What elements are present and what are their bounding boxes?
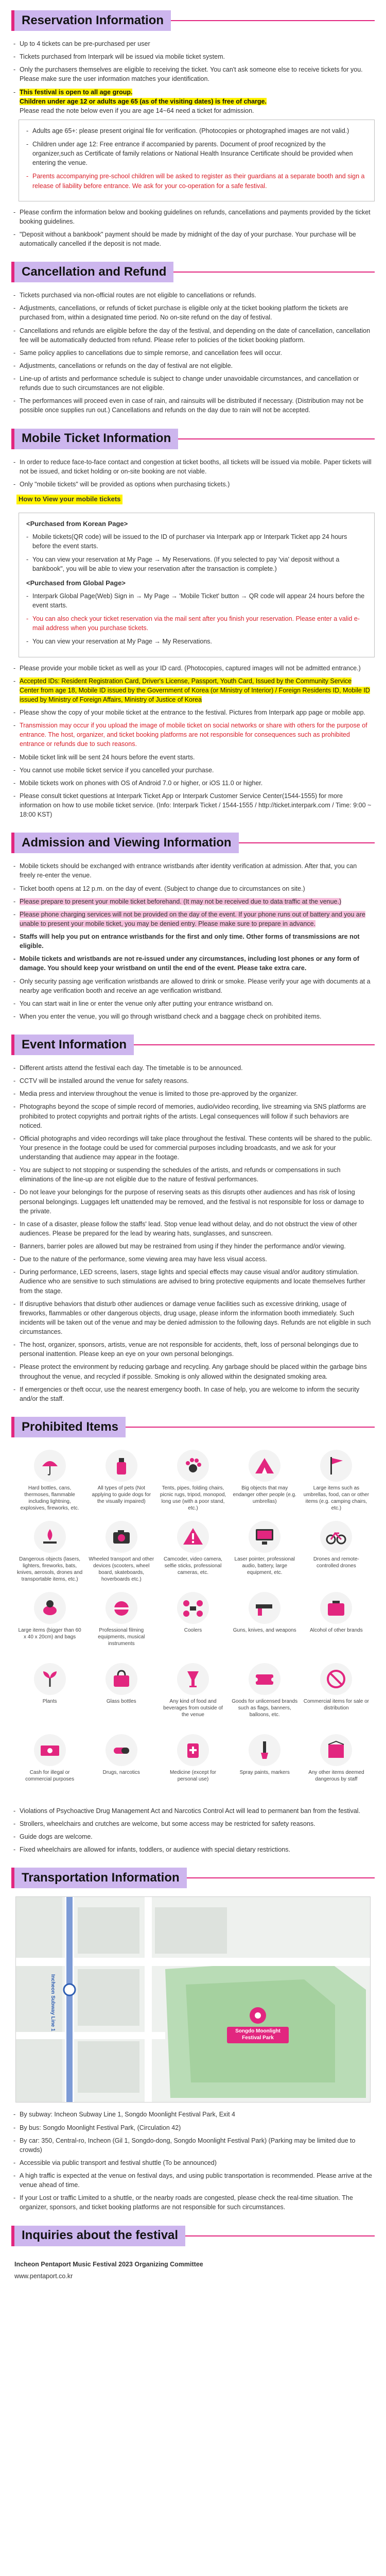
age-info-box — [19, 120, 375, 201]
prohibited-caption: Any kind of food and beverages from outside of the venue — [163, 1698, 223, 1718]
list-item — [13, 88, 373, 115]
list-item: - By subway: Incheon Subway Line 1, Songdo Moonlight Festival Park, Exit 4 — [13, 2110, 373, 2119]
list-item: - Mobile tickets work on phones with OS of Android 7.0 or higher, or iOS 11.0 or higher. — [13, 778, 373, 788]
list-item: - Fixed wheelchairs are allowed for infants, toddlers, or audience with special dietary restrictions. — [13, 1845, 373, 1854]
venue-label: Songdo Moonlight Festival Park — [235, 2028, 280, 2041]
prohibited-caption: Laser pointer, professional audio, battery, large equipment, etc. — [234, 1556, 295, 1575]
reservation-list-2 — [11, 208, 375, 249]
section-header — [11, 10, 375, 31]
flag-icon — [320, 1450, 352, 1482]
mobile-ticket-section — [11, 429, 375, 820]
body-text: Please read the note below even if you are age 14~64 need a ticket for admission. — [20, 107, 254, 114]
alcohol-icon — [177, 1663, 209, 1695]
prohibited-item — [303, 1734, 370, 1797]
gun-icon — [249, 1592, 280, 1624]
list-item: - In case of a disaster, please follow the staffs' lead. Stop venue lead without delay, and do not obstruct the view of other audiences. Please be prepared for the lead by wearing hats, sunglasses, and sunscreen. — [13, 1219, 373, 1238]
map-graphic — [16, 1897, 371, 2103]
brush-icon — [249, 1734, 280, 1766]
section-header — [11, 2226, 375, 2246]
prohibited-grid — [11, 1446, 375, 1801]
list-item: - Different artists attend the festival each day. The timetable is to be announced. — [13, 1063, 373, 1073]
prohibited-item — [232, 1663, 298, 1726]
prohibited-item — [160, 1592, 226, 1655]
prohibited-item — [16, 1663, 83, 1726]
cancellation-section — [11, 262, 375, 415]
prohibited-item — [88, 1592, 154, 1655]
list-item: - Same policy applies to cancellations due to simple remorse, and cancellation fees will occur. — [13, 348, 373, 358]
prohibited-caption: Glass bottles — [106, 1698, 136, 1704]
list-item: - Guide dogs are welcome. — [13, 1832, 373, 1841]
prohibited-caption: Commercial items for sale or distribution — [303, 1698, 370, 1711]
prohibited-caption: Cash for illegal or commercial purposes — [25, 1769, 75, 1782]
list-item: - A high traffic is expected at the venue on festival days, and using public transportation is recommended. Please arrive at the venue ahead of time. — [13, 2171, 373, 2190]
section-title: Cancellation and Refund — [14, 262, 173, 282]
tent-icon — [249, 1450, 280, 1482]
prohibited-item — [88, 1450, 154, 1513]
list-item: - By car: 350, Central-ro, Incheon (Gil 1, Songdo-dong, Songdo Moonlight Festival Park) (Parking may be limited due to crowds) — [13, 2136, 373, 2155]
prohibited-caption: All types of pets (Not applying to guide dogs for the visually impaired) — [92, 1485, 151, 1504]
list-item: - Tickets purchased via non-official routes are not eligible to cancellations or refunds. — [13, 291, 373, 300]
section-header — [11, 1868, 375, 1888]
prohibited-caption: Drones and remote-controlled drones — [313, 1556, 359, 1569]
prohibited-item — [16, 1734, 83, 1797]
prohibited-item — [160, 1450, 226, 1513]
section-header — [11, 262, 375, 282]
drone-icon — [177, 1592, 209, 1624]
reservation-list — [11, 39, 375, 115]
list-item: - You can also check your ticket reservation via the mail sent after you finish your reservation. Please enter a valid e-mail address when you purchase tickets. — [26, 614, 367, 633]
cooler-icon — [320, 1592, 352, 1624]
prohibited-caption: Big objects that may endanger other people (e.g. umbrellas) — [233, 1485, 296, 1504]
prohibited-item — [160, 1521, 226, 1584]
list-item: - In order to reduce face-to-face contact and congestion at ticket booths, all tickets will be issued via mobile. Paper tickets will not be issued, and ticket holding or on-site booking are not viable. — [13, 457, 373, 476]
mobile-notes — [11, 664, 375, 820]
list-item — [13, 910, 373, 928]
station-label: Incheon Subway Line 1 — [50, 1974, 56, 2031]
money-icon — [34, 1734, 66, 1766]
section-title: Transportation Information — [14, 1868, 187, 1888]
list-item: - When you enter the venue, you will go through wristband check and a baggage check on prohibited items. — [13, 1012, 373, 1021]
section-rule — [171, 20, 375, 21]
list-item — [13, 721, 373, 749]
highlight-text: Accepted IDs: Resident Registration Card, Driver's License, Passport, Youth Card, Issued by the Community Service Center from age 18, Mobile ID issued by the Government of Korea (or Ministry of Interior) / Foreign Residents ID, Mobile ID issued by Ministry of Foreign Affairs, Ministry of Justice of Korea — [20, 677, 370, 703]
list-item: - Due to the nature of the performance, some viewing area may have less visual access. — [13, 1255, 373, 1264]
bicycle-icon — [320, 1521, 352, 1553]
prohibited-caption: Hard bottles, cans, thermoses, flammable including lightning, explosives, fireworks, etc. — [20, 1485, 79, 1511]
highlight-text: Please prepare to present your mobile ticket beforehand. (It may not be received due to data traffic at the venue.) — [20, 897, 342, 905]
list-item: - Adults age 65+: please present original file for verification. (Photocopies or photographed images are not valid.) — [26, 126, 367, 135]
prohibited-item — [303, 1663, 370, 1726]
list-item: - Adjustments, cancellations, or refunds of ticket purchase is eligible only at the ticket booking platform the tickets are purchased from, within a designated time period. No on-site refund on the day of festival. — [13, 303, 373, 322]
list-item: - You can start wait in line or enter the venue only after putting your entrance wristband on. — [13, 999, 373, 1008]
list-item: - Adjustments, cancellations or refunds on the day of festival are not eligible. — [13, 361, 373, 370]
section-title: Inquiries about the festival — [14, 2226, 185, 2246]
list-item — [13, 897, 373, 906]
list-item: - You can view your reservation at My Page → My Reservations. — [26, 637, 367, 646]
list-item: - If your Lost or traffic Limited to a shuttle, or the nearby roads are congested, please check the real-time situation. The organizer, sponsors, and ticket booking platforms are not responsible for such circumstances. — [13, 2193, 373, 2212]
pills-icon — [106, 1734, 137, 1766]
section-title: Mobile Ticket Information — [14, 429, 178, 449]
cancellation-list — [11, 291, 375, 415]
list-item: - Official photographs and video recordings will take place throughout the festival. These contents will be shared to the public. Your presence in the footage could be used for commercial purposes including broadcasts, and we ask for your understanding that audience may appear in the footage. — [13, 1134, 373, 1162]
list-item: - Please confirm the information below and booking guidelines on refunds, cancellations and payments provided by the ticket booking guidelines. — [13, 208, 373, 226]
section-rule — [239, 842, 375, 843]
section-header — [11, 1035, 375, 1055]
event-list — [11, 1063, 375, 1403]
camera-icon — [106, 1521, 137, 1553]
organizer-name: Incheon Pentaport Music Festival 2023 Organizing Committee — [14, 2260, 203, 2268]
prohibited-caption: Large items such as umbrellas, food, can or other items (e.g. camping chairs, etc.) — [303, 1485, 370, 1511]
pet-icon — [34, 1592, 66, 1624]
list-item: - Staffs will help you put on entrance wristbands for the first and only time. Other forms of transmissions are not eligible. — [13, 932, 373, 951]
prohibited-caption: Large items (bigger than 60 x 40 x 20cm) and bags — [18, 1627, 81, 1640]
list-item: - Mobile ticket link will be sent 24 hours before the event starts. — [13, 753, 373, 762]
list-item: - Only "mobile tickets" will be provided as options when purchasing tickets.) — [13, 480, 373, 489]
prohibited-item — [232, 1734, 298, 1797]
section-rule — [126, 1427, 375, 1428]
section-title: Event Information — [14, 1035, 134, 1055]
venue-map[interactable] — [15, 1896, 371, 2103]
section-rule — [178, 438, 375, 439]
list-item: - Up to 4 tickets can be pre-purchased per user — [13, 39, 373, 48]
box-icon — [320, 1734, 352, 1766]
ticket-icon — [249, 1663, 280, 1695]
paw-icon — [177, 1450, 209, 1482]
no-sign-icon — [320, 1663, 352, 1695]
list-item: - Please protect the environment by reducing garbage and recycling. Any garbage should be placed within the garbage bins throughout the venue, and recycled if possible. Smoking is only allowed within the designated smoking area. — [13, 1362, 373, 1381]
event-section — [11, 1035, 375, 1403]
prohibited-caption: Goods for unlicensed brands such as flags, banners, balloons, etc. — [232, 1698, 298, 1718]
section-title: Admission and Viewing Information — [14, 833, 239, 853]
glass-bottle-icon — [106, 1450, 137, 1482]
hazard-icon — [177, 1521, 209, 1553]
transport-section — [11, 1868, 375, 2212]
prohibited-item — [88, 1521, 154, 1584]
prohibited-item — [303, 1450, 370, 1513]
list-item: - Only security passing age verification wristbands are allowed to drink or smoke. Please verify your age with documents at a nearby age verification booth and receive an age verification wristband. — [13, 977, 373, 995]
list-item: - CCTV will be installed around the venue for safety reasons. — [13, 1076, 373, 1086]
box-heading: <Purchased from Global Page> — [26, 579, 126, 587]
list-item: - The host, organizer, sponsors, artists, venue are not responsible for accidents, theft, loss of personal belongings due to personal inattention. Please keep an eye on your own personal belongings. — [13, 1340, 373, 1359]
medicine-icon — [177, 1734, 209, 1766]
list-item: - You cannot use mobile ticket service if you cancelled your purchase. — [13, 766, 373, 775]
list-item: - Violations of Psychoactive Drug Management Act and Narcotics Control Act will lead to permanent ban from the festival. — [13, 1806, 373, 1816]
section-title: Prohibited Items — [14, 1417, 126, 1437]
section-title: Reservation Information — [14, 10, 171, 31]
prohibited-caption: Spray paints, markers — [239, 1769, 290, 1775]
plant-icon — [34, 1663, 66, 1695]
list-item: - Mobile tickets should be exchanged with entrance wristbands after identity verification at admission. After that, you can freely re-enter the venue. — [13, 861, 373, 880]
prohibited-item — [16, 1450, 83, 1513]
section-rule — [173, 272, 375, 273]
bag-icon — [106, 1663, 137, 1695]
highlight-text: This festival is open to all age group. — [20, 88, 133, 96]
mobile-list — [11, 457, 375, 489]
list-item: - "Deposit without a bankbook" payment should be made by midnight of the day of your purchase. Your purchase will be automatically cancelled if the deposit is not made. — [13, 230, 373, 248]
prohibited-caption: Plants — [42, 1698, 57, 1704]
mobile-ticket-box — [19, 513, 375, 657]
list-item: - By bus: Songdo Moonlight Festival Park, (Circulation 42) — [13, 2123, 373, 2132]
list-item — [13, 676, 373, 704]
section-rule — [185, 2235, 375, 2236]
list-item: - You can view your reservation at My Page → My Reservations. (If you selected to pay 'via' deposit without a bankbook", you will be able to view your reservation after the transaction is complete.) — [26, 555, 367, 573]
list-item: - Parents accompanying pre-school children will be asked to register as their guardians at a separate booth and sign a release of liability before entrance. We ask for your co-operation for a safe festival. — [26, 172, 367, 190]
inquiries-body — [11, 2260, 375, 2281]
inquiries-section — [11, 2226, 375, 2281]
prohibited-caption: Medicine (except for personal use) — [169, 1769, 217, 1782]
prohibited-item — [232, 1450, 298, 1513]
list-item: - Only the purchasers themselves are eligible to receiving the ticket. You can't ask someone else to receive tickets for you. Please make sure the user information matches your identification. — [13, 65, 373, 83]
list-item: - If emergencies or theft occur, use the nearest emergency booth. In case of help, you are welcome to inform the security and/or the staff. — [13, 1385, 373, 1403]
list-item: - Line-up of artists and performance schedule is subject to change under unavoidable circumstances, and cancellation or refunds due to such circumstances are not eligible. — [13, 374, 373, 393]
prohibited-caption: Any other items deemed dangerous by staff — [308, 1769, 364, 1782]
list-item: - Mobile tickets(QR code) will be issued to the ID of purchaser via Interpark app or Interpark Ticket app 24 hours before the event starts. — [26, 532, 367, 551]
prohibited-caption: Dangerous objects (lasers, lighters, fireworks, bats, knives, aerosols, drones and transportable items, etc.) — [16, 1556, 83, 1582]
section-rule — [187, 1877, 375, 1878]
prohibited-caption: Wheeled transport and other devices (scooters, wheel board, skateboards, hoverboards etc.) — [89, 1556, 154, 1582]
umbrella-icon — [34, 1450, 66, 1482]
prohibited-item — [88, 1663, 154, 1726]
highlight-text: Children under age 12 or adults age 65 (as of the visiting dates) is free of charge. — [20, 97, 267, 105]
reservation-section — [11, 10, 375, 248]
box-heading: <Purchased from Korean Page> — [26, 519, 128, 528]
transport-list — [11, 2110, 375, 2212]
prohibited-item — [303, 1521, 370, 1584]
list-item: - Mobile tickets and wristbands are not re-issued under any circumstances, including lost phones or any form of damage. You should keep your wristband on until the end of the event. Please take extra care. — [13, 954, 373, 973]
list-item: - Interpark Global Page(Web) Sign in → My Page → 'Mobile Ticket' button → QR code will appear 24 hours before the event starts. — [26, 591, 367, 610]
prohibited-item — [88, 1734, 154, 1797]
campfire-icon — [34, 1521, 66, 1553]
list-item: - You are subject to not stopping or suspending the schedules of the artists, and refunds or compensations in such eliminations of the line-up are not eligible due to the nature of festival performances. — [13, 1165, 373, 1184]
list-item: - Do not leave your belongings for the purpose of reserving seats as this disrupts other audiences and has risk of losing personal belongings. Luggages left unattended may be removed, and the festival is not responsible for loss or damage to the private. — [13, 1188, 373, 1215]
body-text: Transmission may occur if you upload the image of mobile ticket on social networks or share with others for the purpose of entrance. The host, organizer, and ticket booking platforms are not responsible for consequences such as prohibited entrance or refunds due to such reasons. — [20, 722, 367, 748]
monitor-icon — [249, 1521, 280, 1553]
prohibited-caption: Alcohol of other brands — [309, 1627, 363, 1633]
section-header — [11, 429, 375, 449]
page — [0, 10, 386, 2299]
section-rule — [134, 1044, 375, 1045]
list-item: - Tickets purchased from Interpark will be issued via mobile ticket system. — [13, 52, 373, 61]
prohibited-caption: Coolers — [184, 1627, 202, 1633]
prohibited-item — [16, 1592, 83, 1655]
admission-list — [11, 861, 375, 1021]
list-item: - Strollers, wheelchairs and crutches are welcome, but some access may be restricted for safety reasons. — [13, 1819, 373, 1828]
list-item: - Accessible via public transport and festival shuttle (To be announced) — [13, 2158, 373, 2167]
prohibited-item — [232, 1592, 298, 1655]
howto-heading: How to View your mobile tickets — [16, 495, 122, 504]
list-item: - Children under age 12: Free entrance if accompanied by parents. Document of proof recognized by the organizer,such as Certificate of family relations or National Health Insurance Certificate should be provided when entering the venue. — [26, 140, 367, 167]
prohibited-caption: Drugs, narcotics — [102, 1769, 140, 1775]
list-item: - If disruptive behaviors that disturb other audiences or damage venue facilities such as excessive drinking, usage of fireworks, flammables or other dangerous objects, drug usage, please inform the information booth immediately. Such incidents will be taken out of the venue and may be denied admission to the following days. Refunds are not eligible in such circumstances. — [13, 1299, 373, 1337]
website-link[interactable]: www.pentaport.co.kr — [14, 2272, 73, 2280]
list-item: - During performance, LED screens, lasers, stage lights and special effects may cause visual and/or auditory stimulation. Audience who are sensitive to such stimulations are advised to bring protective equipments and locate themselves further from the stage. — [13, 1267, 373, 1295]
list-item: - Please provide your mobile ticket as well as your ID card. (Photocopies, captured images will not be admitted entrance.) — [13, 664, 373, 673]
list-item: - Ticket booth opens at 12 p.m. on the day of event. (Subject to change due to circumstances on site.) — [13, 884, 373, 893]
prohibited-caption: Camcoder, video camera, selfie sticks, professional cameras, etc. — [164, 1556, 222, 1575]
prohibited-item — [303, 1592, 370, 1655]
prohibited-item — [160, 1734, 226, 1797]
section-header — [11, 833, 375, 853]
prohibited-section — [11, 1417, 375, 1855]
prohibited-caption: Professional filming equipments, musical instruments — [98, 1627, 145, 1647]
list-item: - Banners, barrier poles are allowed but may be restrained from using if they hinder the performance and/or viewing. — [13, 1242, 373, 1251]
list-item: - Photographs beyond the scope of simple record of memories, audio/video recording, live streaming via SNS platforms are prohibited to protect copyrights and portrait rights of the artists. Legal consequences will follow if such behaviors are noticed. — [13, 1102, 373, 1130]
prohibited-item — [160, 1663, 226, 1726]
section-header — [11, 1417, 375, 1437]
highlight-text: Please phone charging services will not be provided on the day of the event. If your phone runs out of battery and you are unable to present your mobile ticket, you may be denied entry. Please make sure to prepare in advance. — [20, 910, 365, 927]
food-icon — [106, 1592, 137, 1624]
list-item: - Media press and interview throughout the venue is limited to those pre-approved by the organizer. — [13, 1089, 373, 1098]
prohibited-caption: Tents, pipes, folding chairs, picnic rugs, tripod, monopod, long use (with a poor stand, etc.) — [160, 1485, 226, 1511]
prohibited-caption: Guns, knives, and weapons — [233, 1627, 296, 1633]
prohibited-notes — [11, 1806, 375, 1855]
list-item: - The performances will proceed even in case of rain, and rainsuits will be distributed if necessary. (Distribution may not be possible once supplies run out.) Cancellations and refunds on the day due to rain will not be accepted. — [13, 396, 373, 415]
prohibited-item — [16, 1521, 83, 1584]
admission-section — [11, 833, 375, 1021]
list-item: - Please consult ticket questions at Interpark Ticket App or Interpark Customer Service Center(1544-1555) for more information on how to use mobile ticket service. (Info: Interpark Ticket / 1544-1555 / http://ticket.interpark.com / Time: 9:00 ~ 18:00 KST) — [13, 791, 373, 819]
list-item: - Please show the copy of your mobile ticket at the entrance to the festival. Pictures from Interpark app page or mobile app. — [13, 708, 373, 717]
list-item: - Cancellations and refunds are eligible before the day of the festival, and depending on the date of cancellation, cancellation fee will be automatically deducted from refund. Please refer to policies of the ticket booking platform. — [13, 326, 373, 345]
prohibited-item — [232, 1521, 298, 1584]
